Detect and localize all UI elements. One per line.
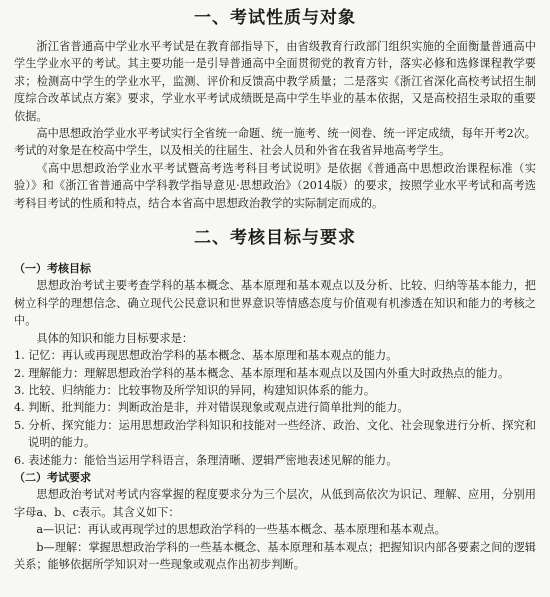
- ability-item: 3. 比较、归纳能力：比较事物及所学知识的异同，构建知识体系的能力。: [14, 383, 376, 397]
- level-item-a: a—识记：再认或再现学过的思想政治学科的一些基本概念、基本原理和基本观点。: [36, 523, 446, 537]
- subsection1-heading: （一）考核目标: [14, 262, 91, 276]
- subsection2-intro: 思想政治考试对考试内容掌握的程度要求分为三个层次，从低到高依次为识记、理解、应用，分别用字母a、b、c表示。其含义如下：: [14, 488, 536, 519]
- subsection2-heading: （二）考试要求: [14, 470, 91, 484]
- section1-paragraph-1: 浙江省普通高中学业水平考试是在教育部指导下，由省级教育行政部门组织实施的全面衡量普通高中学生学业水平的考试。其主要功能一是引导普通高中全面贯彻党的教育方针，落实必修和选修课程教学要求；检测高中学生的学业水平，监测、评价和反馈高中教学质量；二是落实《浙江省深化高校考试招生制度综合改革试点方案》要求，学业水平考试成绩既是高中学生毕业的基本依据，又是高校招生录取的重要依据。: [14, 40, 536, 123]
- section1-paragraph-2: 高中思想政治学业水平考试实行全省统一命题、统一施考、统一阅卷、统一评定成绩，每年开考2次。考试的对象是在校高中学生，以及相关的往届生、社会人员和外省在我省异地高考学生。: [14, 127, 536, 158]
- level-item-b: b—理解：掌握思想政治学科的一些基本概念、基本原理和基本观点；把握知识内部各要素之间的逻辑关系；能够依据所学知识对一些现象或观点作出初步判断。: [14, 540, 536, 571]
- ability-list: [14, 347, 536, 469]
- section1-paragraph-3: 《高中思想政治学业水平考试暨高考选考科目考试说明》是依据《普通高中思想政治课程标准（实验）》和《浙江省普通高中学科教学指导意见·思想政治》（2014版）的要求，按照学业水平考试和高考选考科目考试的性质和特点，结合本省高中思想政治教学的实际制定而成的。: [14, 161, 536, 210]
- subsection1-intro: 思想政治考试主要考查学科的基本概念、基本原理和基本观点以及分析、比较、归纳等基本能力，把树立科学的理想信念、确立现代公民意识和世界意识等情感态度与价值观有机渗透在知识和能力的考核之中。: [14, 279, 536, 328]
- ability-item: 6. 表述能力：能恰当运用学科语言，条理清晰、逻辑严密地表述见解的能力。: [14, 453, 398, 467]
- section2-title: 二、考核目标与要求: [194, 228, 356, 249]
- ability-item: 2. 理解能力：理解思想政治学科的基本概念、基本原理和基本观点以及国内外重大时政热点的能力。: [14, 366, 510, 380]
- ability-item: 5. 分析、探究能力：运用思想政治学科知识和技能对一些经济、政治、文化、社会现象进行分析、探究和说明的能力。: [14, 418, 536, 450]
- ability-item: 1. 记忆：再认或再现思想政治学科的基本概念、基本原理和基本观点的能力。: [14, 349, 398, 363]
- subsection1-lead: 具体的知识和能力目标要求是：: [36, 331, 194, 345]
- section1-title: 一、考试性质与对象: [194, 8, 356, 28]
- ability-item: 4. 判断、批判能力：判断政治是非，并对错误现象或观点进行简单批判的能力。: [14, 401, 409, 415]
